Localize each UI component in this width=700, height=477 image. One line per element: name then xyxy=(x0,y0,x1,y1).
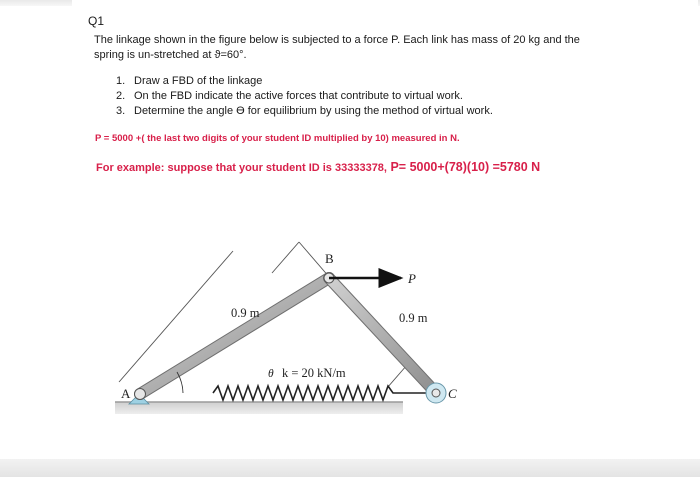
label-c: C xyxy=(448,386,457,401)
task-item xyxy=(116,74,493,89)
document-page xyxy=(72,0,698,459)
task-number: 3. xyxy=(116,105,126,117)
task-item xyxy=(116,104,493,119)
task-item xyxy=(116,89,493,104)
label-b: B xyxy=(325,251,334,266)
label-left-length: 0.9 m xyxy=(231,306,260,320)
ground-surface xyxy=(115,402,403,414)
task-text: Determine the angle ϴ for equilibrium by using the method of virtual work. xyxy=(134,105,493,117)
pin-a xyxy=(135,389,146,400)
label-p: P xyxy=(408,271,416,286)
example-result: P= 5000+(78)(10) =5780 N xyxy=(386,160,541,174)
linkage-diagram xyxy=(111,236,491,428)
label-theta: θ xyxy=(268,368,274,380)
task-text: Draw a FBD of the linkage xyxy=(134,75,263,87)
label-right-length: 0.9 m xyxy=(399,311,428,325)
task-text: On the FBD indicate the active forces that contribute to virtual work. xyxy=(134,90,463,102)
window-bottom-edge xyxy=(0,459,700,477)
task-number: 1. xyxy=(116,75,126,87)
spring xyxy=(213,386,429,400)
problem-statement-line-2: spring is un-stretched at ϑ=60°. xyxy=(94,49,247,61)
question-label: Q1 xyxy=(88,14,105,28)
force-formula: P = 5000 +( the last two digits of your student ID multiplied by 10) measured in N. xyxy=(95,133,460,144)
linkage-figure xyxy=(111,236,491,428)
right-dimension-ext-bottom xyxy=(387,365,407,388)
label-spring-constant: k = 20 kN/m xyxy=(282,366,346,380)
problem-statement xyxy=(94,33,634,63)
problem-statement-line-1: The linkage shown in the figure below is subjected to a force P. Each link has mass of 20 kg and the xyxy=(94,34,580,46)
example-line xyxy=(96,160,540,174)
left-dimension-line xyxy=(119,251,233,382)
task-list xyxy=(116,74,493,119)
label-a: A xyxy=(121,386,131,401)
example-prefix: For example: suppose that your student ID is 33333378, xyxy=(96,162,387,174)
task-number: 2. xyxy=(116,90,126,102)
right-dimension-ext-top xyxy=(272,242,299,273)
pin-c xyxy=(432,389,440,397)
